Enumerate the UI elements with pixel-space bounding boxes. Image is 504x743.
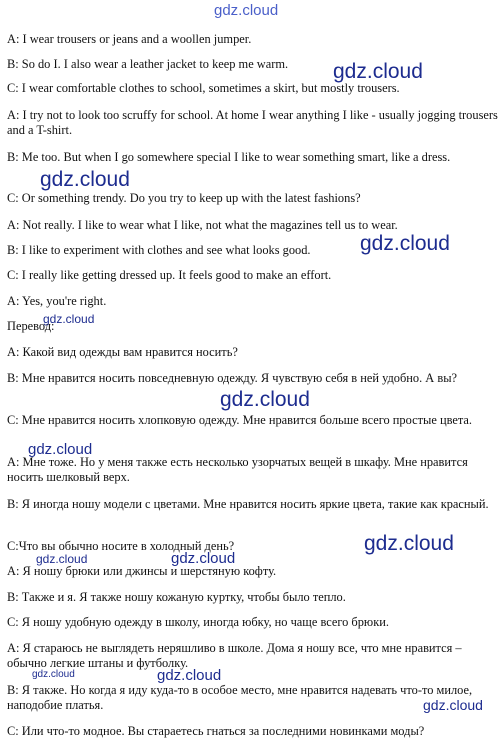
text-line: В: Я иногда ношу модели с цветами. Мне нравится носить яркие цвета, такие как красный.	[7, 497, 489, 511]
text-line: A: I wear trousers or jeans and a woollen jumper.	[7, 32, 252, 46]
watermark: gdz.cloud	[32, 669, 75, 680]
text-line: B: Me too. But when I go somewhere special I like to wear something smart, like a dress.	[7, 150, 451, 164]
text-line: С: Мне нравится носить хлопковую одежду. Мне нравится больше всего простые цвета.	[7, 413, 473, 427]
text-line: C: I wear comfortable clothes to school, sometimes a skirt, but mostly trousers.	[7, 81, 400, 95]
watermark: gdz.cloud	[43, 312, 95, 326]
text-line: B: I like to experiment with clothes and see what looks good.	[7, 243, 311, 257]
text-line: Перевод:	[7, 319, 55, 333]
watermark-top: gdz.cloud	[214, 2, 279, 19]
watermark: gdz.cloud	[28, 441, 93, 458]
text-line: С: Или что-то модное. Вы стараетесь гнаться за последними новинками моды?	[7, 724, 425, 738]
text-line: C: I really like getting dressed up. It feels good to make an effort.	[7, 268, 332, 282]
text-line: А: Я стараюсь не выглядеть неряшливо в школе. Дома я ношу все, что мне нравится – обычно легкие штаны и футболку.	[7, 641, 465, 670]
text-line: В: Я также. Но когда я иду куда-то в особое место, мне нравится надевать что-то милое, наподобие платья.	[7, 683, 476, 712]
watermark: gdz.cloud	[333, 60, 423, 83]
text-line: A: I try not to look too scruffy for school. At home I wear anything I like - usually jogging trousers and a T-shirt.	[7, 108, 501, 137]
watermark: gdz.cloud	[40, 168, 130, 191]
text-line: С:Что вы обычно носите в холодный день?	[7, 539, 235, 553]
text-line: А: Какой вид одежды вам нравится носить?	[7, 345, 238, 359]
watermark: gdz.cloud	[360, 232, 450, 255]
watermark: gdz.cloud	[423, 697, 483, 713]
text-line: В: Также и я. Я также ношу кожаную куртку, чтобы было тепло.	[7, 590, 346, 604]
text-line: B: So do I. I also wear a leather jacket to keep me warm.	[7, 57, 289, 71]
watermark: gdz.cloud	[171, 550, 236, 567]
text-line: C: Or something trendy. Do you try to keep up with the latest fashions?	[7, 191, 361, 205]
text-line: С: Я ношу удобную одежду в школу, иногда юбку, но чаще всего брюки.	[7, 615, 389, 629]
text-line: А: Я ношу брюки или джинсы и шерстяную кофту.	[7, 564, 277, 578]
text-line: А: Мне тоже. Но у меня также есть несколько узорчатых вещей в шкафу. Мне нравится носить шелковый верх.	[7, 455, 471, 484]
text-line: A: Yes, you're right.	[7, 294, 107, 308]
watermark: gdz.cloud	[220, 388, 310, 411]
watermark: gdz.cloud	[36, 552, 88, 566]
watermark: gdz.cloud	[364, 532, 454, 555]
watermark: gdz.cloud	[157, 667, 222, 684]
text-line: В: Мне нравится носить повседневную одежду. Я чувствую себя в ней удобно. А вы?	[7, 371, 458, 385]
text-line: A: Not really. I like to wear what I like, not what the magazines tell us to wear.	[7, 218, 398, 232]
